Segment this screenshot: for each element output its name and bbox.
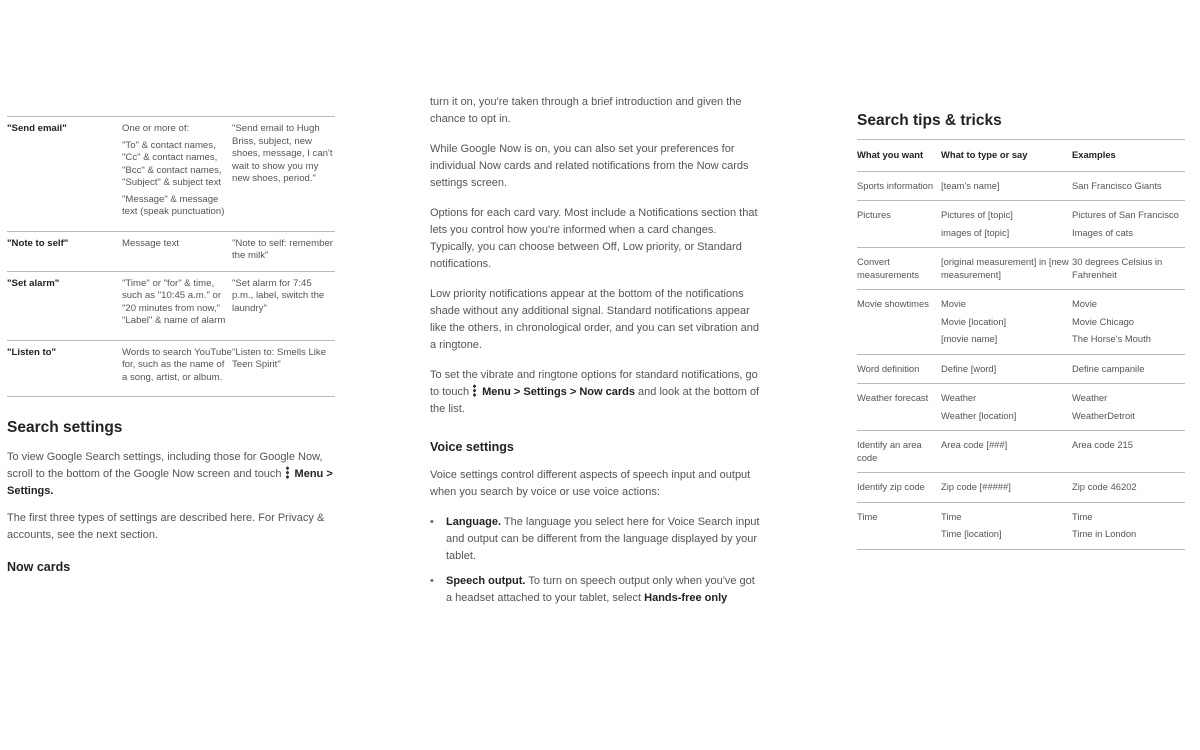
- example-cell: [1072, 209, 1185, 239]
- table-row: [857, 473, 1185, 503]
- menu-icon: [473, 384, 476, 397]
- want-cell: Time: [857, 510, 878, 522]
- example-cell: "Listen to: Smells Like Teen Spirit": [232, 346, 327, 370]
- type-cell: [941, 298, 1072, 346]
- say-text: "To" & contact names, "Cc" & contact names, "Bcc" & contact names, "Subject" & subject text: [122, 139, 222, 188]
- type-cell: [941, 439, 1072, 464]
- table-row: [857, 290, 1185, 355]
- menu-path: Menu > Settings > Now cards: [482, 386, 635, 398]
- example-text: Weather: [1072, 392, 1108, 403]
- table-row: [7, 341, 335, 398]
- example-text: Pictures of San Francisco: [1072, 209, 1179, 220]
- table-row: [857, 355, 1185, 385]
- example-cell: [1072, 256, 1185, 281]
- example-text: The Horse's Mouth: [1072, 333, 1151, 344]
- table-row: [857, 384, 1185, 431]
- voice-settings-list: [430, 514, 760, 604]
- example-text: Movie: [1072, 298, 1098, 309]
- voice-actions-table: [7, 116, 335, 397]
- example-text: Area code 215: [1072, 439, 1133, 450]
- type-text: [original measurement] in [new measurement]: [941, 256, 1069, 280]
- list-item-title: Speech output.: [446, 575, 526, 587]
- type-text: Weather [location]: [941, 409, 1017, 421]
- type-text: [movie name]: [941, 333, 998, 344]
- type-cell: [941, 363, 1072, 376]
- voice-settings-heading: Voice settings: [430, 440, 514, 454]
- type-text: [team's name]: [941, 179, 1000, 191]
- list-item: [430, 573, 760, 604]
- say-text: Message text: [122, 237, 180, 249]
- column-header: Examples: [1072, 149, 1116, 160]
- menu-path: Menu > Settings.: [7, 468, 333, 497]
- paragraph-text: To set the vibrate and ringtone options for standard notifications, go to touch: [430, 369, 758, 398]
- column-header: What you want: [857, 149, 924, 160]
- want-cell: Pictures: [857, 209, 891, 220]
- say-text: "Message" & message text (speak punctuation): [122, 193, 225, 217]
- action-cell: "Set alarm": [7, 277, 60, 289]
- example-text: Zip code 46202: [1072, 481, 1137, 492]
- paragraph: Voice settings control different aspects of speech input and output when you search by voice or use voice actions:: [430, 469, 751, 498]
- example-cell: "Note to self: remember the milk": [232, 237, 333, 261]
- paragraph: turn it on, you're taken through a brief introduction and given the chance to opt in.: [430, 96, 742, 125]
- type-cell: [941, 209, 1072, 239]
- example-cell: [1072, 363, 1185, 376]
- example-text: Time in London: [1072, 528, 1137, 539]
- type-text: Area code [###]: [941, 439, 1008, 450]
- paragraph: [430, 367, 760, 418]
- paragraph-text: To view Google Search settings, including those for Google Now, scroll to the bottom of the Google Now screen and touch: [7, 451, 323, 480]
- say-cell: [122, 238, 232, 263]
- table-header-row: [857, 140, 1185, 172]
- example-text: Time: [1072, 510, 1093, 522]
- type-text: Movie: [941, 298, 967, 309]
- type-text: Time [location]: [941, 528, 1002, 539]
- example-cell: [1072, 298, 1185, 346]
- middle-page-column: [430, 94, 760, 604]
- want-cell: Sports information: [857, 179, 934, 191]
- search-tips-table: [857, 139, 1185, 550]
- table-row: [7, 272, 335, 341]
- type-text: Define [word]: [941, 362, 997, 374]
- list-item: [430, 514, 760, 565]
- example-text: WeatherDetroit: [1072, 409, 1135, 421]
- table-row: [857, 248, 1185, 290]
- type-cell: [941, 481, 1072, 494]
- search-settings-heading: Search settings: [7, 419, 123, 436]
- example-text: 30 degrees Celsius in Fahrenheit: [1072, 256, 1163, 280]
- action-cell: "Send email": [7, 123, 67, 134]
- table-row: [857, 201, 1185, 248]
- example-cell: [1072, 180, 1185, 193]
- example-text: San Francisco Giants: [1072, 179, 1162, 191]
- type-text: Weather: [941, 392, 977, 403]
- table-row: [857, 503, 1185, 550]
- example-cell: "Set alarm for 7:45 p.m., label, switch the laundry": [232, 277, 325, 314]
- list-item-text: To turn on speech output only when you've got a headset attached to your tablet, select: [446, 575, 755, 604]
- paragraph: Options for each card vary. Most include a Notifications section that lets you control how you're informed when a card changes. Typically, you can choose between Off, Low priority, or Standard notifications.: [430, 207, 758, 270]
- right-page-column: [857, 112, 1185, 550]
- type-text: Pictures of [topic]: [941, 209, 1013, 220]
- type-cell: [941, 511, 1072, 541]
- type-text: Time: [941, 510, 962, 522]
- type-text: Movie [location]: [941, 315, 1007, 327]
- table-row: [7, 232, 335, 272]
- example-cell: [1072, 511, 1185, 541]
- example-cell: "Send email to Hugh Briss, subject, new shoes, message, I can't wait to show you my new shoes, period.": [232, 123, 333, 184]
- example-cell: [1072, 392, 1185, 422]
- action-cell: "Note to self": [7, 237, 69, 249]
- list-item-title: Language.: [446, 516, 502, 528]
- search-settings-paragraph: [7, 449, 335, 500]
- example-text: Movie Chicago: [1072, 315, 1135, 327]
- want-cell: Identify zip code: [857, 481, 925, 492]
- type-cell: [941, 392, 1072, 422]
- table-row: [857, 431, 1185, 473]
- paragraph: Low priority notifications appear at the bottom of the notifications shade without any additional signal. Standard notifications appear like the others, in chronological order, and you can set vibration and a ringtone.: [430, 288, 759, 351]
- search-settings-paragraph-2: The first three types of settings are described here. For Privacy & accounts, see the next section.: [7, 512, 325, 541]
- say-cell: [122, 347, 232, 389]
- paragraph: While Google Now is on, you can also set your preferences for individual Now cards and related notifications from the Now cards settings screen.: [430, 143, 749, 189]
- want-cell: Identify an area code: [857, 439, 922, 463]
- say-cell: [122, 123, 232, 223]
- action-cell: "Listen to": [7, 346, 57, 358]
- search-tips-heading: Search tips & tricks: [857, 112, 1002, 129]
- example-cell: [1072, 481, 1185, 494]
- say-text: "Time" or "for" & time, such as "10:45 a.m." or "20 minutes from now," "Label" & name of alarm: [122, 277, 226, 326]
- list-item-text: The language you select here for Voice Search input and output can be different from the language displayed by your tablet.: [446, 516, 760, 562]
- left-page-column: [7, 116, 335, 582]
- type-text: Zip code [#####]: [941, 481, 1011, 492]
- want-cell: Convert measurements: [857, 256, 920, 280]
- column-header: What to type or say: [941, 149, 1028, 160]
- menu-icon: [286, 466, 289, 479]
- say-text: Words to search YouTube for, such as the name of a song, artist, or album.: [122, 346, 232, 383]
- paragraph-text: and look at the bottom of the list.: [430, 386, 760, 415]
- type-text: images of [topic]: [941, 226, 1010, 238]
- table-row: [857, 172, 1185, 202]
- want-cell: Movie showtimes: [857, 298, 929, 309]
- option-name: Hands-free only: [644, 592, 728, 604]
- type-cell: [941, 180, 1072, 193]
- want-cell: Weather forecast: [857, 392, 929, 403]
- want-cell: Word definition: [857, 362, 920, 374]
- example-cell: [1072, 439, 1185, 464]
- table-row: [7, 117, 335, 232]
- say-cell: [122, 278, 232, 332]
- say-text: One or more of:: [122, 123, 190, 134]
- example-text: Images of cats: [1072, 226, 1133, 238]
- example-text: Define campanile: [1072, 362, 1145, 374]
- now-cards-heading: Now cards: [7, 560, 71, 574]
- type-cell: [941, 256, 1072, 281]
